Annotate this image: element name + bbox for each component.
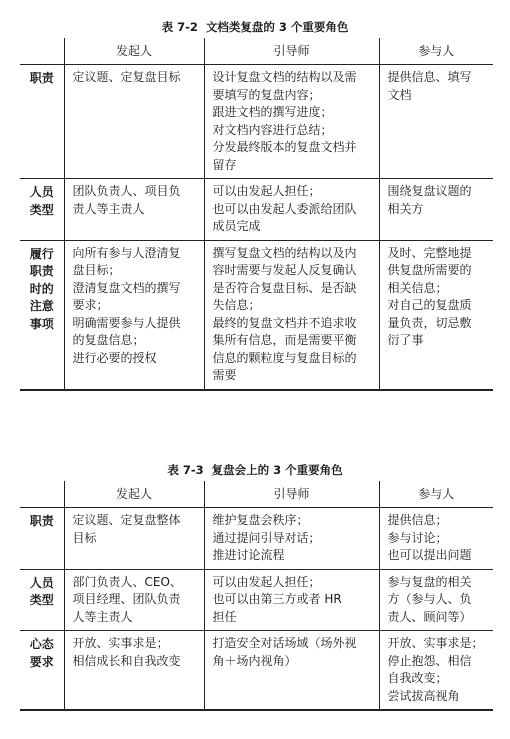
row-label — [20, 65, 64, 179]
row-label-line: 注意 — [29, 299, 54, 313]
header-row — [20, 481, 493, 508]
cell-line: 失信息； — [212, 298, 261, 312]
table-cell — [204, 65, 379, 179]
table-cell — [379, 240, 493, 390]
cell-line: 参与复盘的相关 — [387, 574, 472, 589]
cell-line: 进行必要的授权 — [72, 350, 157, 365]
cell-line: 的复盘信息； — [72, 333, 145, 347]
cell-line: 量负责，切忌敷 — [387, 315, 472, 330]
cell-line: 集所有信息，而是需要平衡 — [212, 333, 357, 347]
cell-line: 向所有参与人澄清复 — [72, 245, 181, 260]
cell-line: 责人、顾问等） — [387, 609, 472, 624]
table-7-2-caption — [0, 20, 510, 34]
cell-line: 及时、完整地提 — [387, 245, 472, 260]
cell-line: 对文档内容进行总结； — [212, 122, 333, 137]
cell-line: 开放、实事求是； — [387, 636, 484, 650]
table-7-3-number: 表 7-3 — [167, 463, 204, 477]
table-cell — [64, 508, 204, 570]
cell-line: 可以由发起人担任； — [212, 574, 321, 589]
cell-line: 围绕复盘议题的 — [387, 184, 472, 198]
table-cell — [379, 569, 493, 631]
table-row — [20, 240, 493, 390]
cell-line: 定议题、定复盘整体 — [72, 513, 181, 527]
row-label — [20, 240, 64, 390]
row-label-line: 履行 — [29, 246, 54, 261]
cell-line: 提供信息、填写 — [387, 70, 472, 84]
cell-line: 也可以由第三方或者 HR — [212, 592, 342, 606]
table-cell — [64, 240, 204, 390]
table-cell — [64, 631, 204, 711]
column-header: 参与人 — [379, 38, 493, 65]
row-label-line: 时的 — [29, 281, 54, 296]
table-cell — [379, 631, 493, 711]
row-label — [20, 508, 64, 570]
row-label — [20, 179, 64, 241]
row-label-line: 职责 — [29, 514, 54, 528]
cell-line: 定议题、定复盘目标 — [72, 70, 181, 84]
cell-line: 参与讨论； — [387, 530, 448, 545]
cell-line: 推进讨论流程 — [212, 548, 285, 562]
column-header: 引导师 — [204, 38, 379, 65]
cell-line: 要填写的复盘内容； — [212, 87, 321, 102]
cell-line: 相关信息； — [387, 280, 448, 295]
cell-line: 可以由发起人担任； — [212, 184, 321, 198]
column-header: 参与人 — [379, 481, 493, 508]
cell-line: 信息的颗粒度与复盘目标的 — [212, 350, 357, 365]
cell-line: 团队负责人、项目负 — [72, 184, 181, 198]
cell-line: 要求； — [72, 298, 109, 312]
row-label-line: 人员 — [29, 575, 54, 590]
table-cell — [204, 179, 379, 241]
table-cell — [204, 240, 379, 390]
cell-line: 相关方 — [387, 201, 424, 216]
cell-line: 也可以提出问题 — [387, 548, 472, 562]
cell-line: 文档 — [387, 87, 412, 102]
cell-line: 供复盘所需要的 — [387, 263, 472, 277]
cell-line: 自我改变； — [387, 671, 448, 685]
table-7-3-caption — [0, 463, 510, 477]
cell-line: 人等主责人 — [72, 609, 133, 624]
cell-line: 部门负责人、CEO、 — [72, 574, 182, 589]
row-label — [20, 569, 64, 631]
row-label-line: 类型 — [29, 202, 54, 217]
table-row — [20, 65, 493, 179]
cell-line: 留存 — [212, 157, 237, 172]
cell-line: 设计复盘文档的结构以及需 — [212, 70, 357, 84]
cell-line: 相信成长和自我改变 — [72, 653, 181, 668]
cell-line: 也可以由发起人委派给团队 — [212, 201, 357, 216]
header-row — [20, 38, 493, 65]
table-7-3-title: 复盘会上的 3 个重要角色 — [211, 463, 343, 477]
cell-line: 撰写复盘文档的结构以及内 — [212, 245, 357, 260]
cell-line: 明确需要参与人提供 — [72, 315, 181, 330]
cell-line: 需要 — [212, 368, 237, 382]
table-row — [20, 631, 493, 711]
cell-line: 方（参与人、负 — [387, 592, 472, 606]
cell-line: 提供信息； — [387, 513, 448, 527]
cell-line: 跟进文档的撰写进度； — [212, 105, 333, 119]
table-row — [20, 569, 493, 631]
table-cell — [204, 508, 379, 570]
cell-line: 通过提问引导对话； — [212, 530, 321, 545]
table-cell — [379, 508, 493, 570]
row-label-line: 事项 — [29, 316, 54, 331]
table-row — [20, 179, 493, 241]
table-cell — [204, 569, 379, 631]
row-label-line: 类型 — [29, 593, 54, 607]
cell-line: 最终的复盘文档并不追求收 — [212, 315, 357, 330]
column-header: 引导师 — [204, 481, 379, 508]
cell-line: 项目经理、团队负责 — [72, 592, 181, 606]
cell-line: 担任 — [212, 609, 237, 624]
row-label — [20, 631, 64, 711]
table-cell — [64, 179, 204, 241]
cell-line: 容时需要与发起人反复确认 — [212, 263, 357, 277]
cell-line: 对自己的复盘质 — [387, 298, 472, 312]
cell-line: 盘目标； — [72, 263, 121, 277]
table-row — [20, 508, 493, 570]
cell-line: 打造安全对话场域（场外视 — [212, 636, 357, 650]
cell-line: 尝试拔高视角 — [387, 688, 460, 703]
row-label-line: 人员 — [29, 185, 54, 199]
header-corner — [20, 481, 64, 508]
cell-line: 成员完成 — [212, 219, 261, 233]
cell-line: 是否符合复盘目标、是否缺 — [212, 280, 357, 295]
table-7-2 — [20, 38, 493, 391]
row-label-line: 职责 — [29, 71, 54, 85]
cell-line: 维护复盘会秩序； — [212, 513, 309, 527]
row-label-line: 要求 — [29, 654, 54, 669]
row-label-line: 心态 — [29, 637, 54, 651]
table-cell — [379, 65, 493, 179]
cell-line: 停止抱怨、相信 — [387, 653, 472, 668]
cell-line: 角＋场内视角） — [212, 653, 297, 668]
table-7-2-title: 文档类复盘的 3 个重要角色 — [205, 20, 349, 34]
cell-line: 澄清复盘文档的撰写 — [72, 280, 181, 295]
header-corner — [20, 38, 64, 65]
cell-line: 衍了事 — [387, 333, 424, 347]
cell-line: 开放、实事求是； — [72, 636, 169, 650]
table-7-2-number: 表 7-2 — [161, 20, 198, 34]
cell-line: 分发最终版本的复盘文档并 — [212, 140, 357, 154]
column-header: 发起人 — [64, 481, 204, 508]
table-7-3 — [20, 481, 493, 711]
table-cell — [204, 631, 379, 711]
cell-line: 目标 — [72, 530, 97, 545]
table-cell — [379, 179, 493, 241]
table-cell — [64, 569, 204, 631]
column-header: 发起人 — [64, 38, 204, 65]
cell-line: 责人等主责人 — [72, 201, 145, 216]
row-label-line: 职责 — [29, 264, 54, 278]
table-cell — [64, 65, 204, 179]
